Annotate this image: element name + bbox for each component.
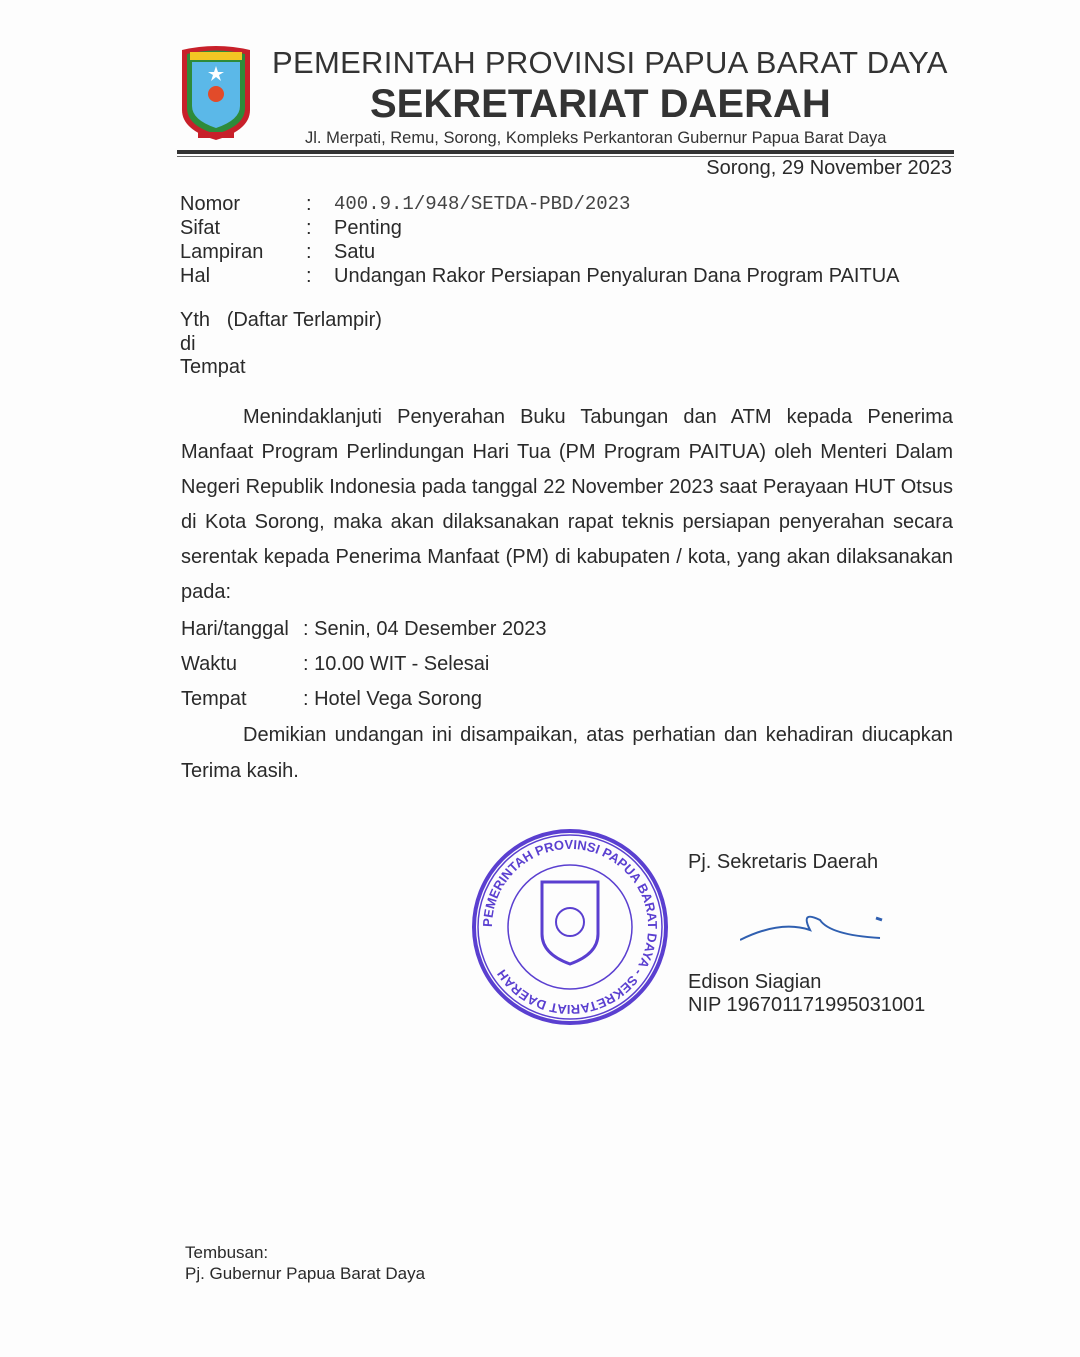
meta-label: Lampiran	[180, 241, 264, 263]
meta-sep: :	[306, 217, 312, 239]
recipient-block	[180, 309, 382, 380]
meta-row-nomor	[180, 192, 900, 216]
detail-label: Tempat	[181, 688, 247, 710]
tembusan-item: Pj. Gubernur Papua Barat Daya	[185, 1264, 426, 1283]
meta-sep: :	[306, 241, 312, 263]
meta-sep: :	[306, 193, 312, 215]
letter-date: Sorong, 29 November 2023	[706, 157, 952, 179]
province-logo	[178, 44, 254, 144]
letterhead-rule	[177, 150, 954, 154]
detail-label: Waktu	[181, 653, 237, 675]
recipient-line: Tempat	[180, 356, 246, 378]
meta-value: Undangan Rakor Persiapan Penyaluran Dana Program PAITUA	[334, 265, 900, 287]
meta-label: Hal	[180, 265, 211, 287]
meta-row-lampiran	[180, 240, 900, 264]
meta-row-sifat	[180, 216, 900, 240]
meta-value: Penting	[334, 217, 402, 239]
detail-value: : Hotel Vega Sorong	[303, 688, 483, 710]
signatory-block	[688, 850, 925, 1017]
detail-value: : 10.00 WIT - Selesai	[303, 653, 490, 675]
meta-sep: :	[306, 265, 312, 287]
letterhead-address: Jl. Merpati, Remu, Sorong, Kompleks Perkantoran Gubernur Papua Barat Daya	[305, 129, 887, 147]
svg-text:PEMERINTAH PROVINSI PAPUA BARA	[480, 837, 660, 1017]
letterhead-government: PEMERINTAH PROVINSI PAPUA BARAT DAYA	[272, 45, 948, 80]
meta-value: Satu	[334, 241, 376, 263]
detail-row-place	[181, 682, 953, 717]
meta-row-hal	[180, 264, 900, 288]
signatory-nip: NIP 196701171995031001	[688, 994, 926, 1016]
signatory-title: Pj. Sekretaris Daerah	[688, 851, 879, 873]
tembusan-block	[185, 1242, 425, 1284]
detail-value: : Senin, 04 Desember 2023	[303, 618, 547, 640]
detail-label: Hari/tanggal	[181, 618, 289, 640]
closing-paragraph: Demikian undangan ini disampaikan, atas perhatian dan kehadiran diucapkan Terima kasih.	[181, 724, 953, 782]
recipient-line: di	[180, 332, 196, 355]
body-paragraph: Menindaklanjuti Penyerahan Buku Tabungan dan ATM kepada Penerima Manfaat Program Perlindungan Hari Tua (PM Program PAITUA) oleh Menteri Dalam Negeri Republik Indonesia pada tanggal 22 November 2023 saat Perayaan HUT Otsus di Kota Sorong, maka akan dilaksanakan rapat teknis persiapan penyerahan secara serentak kepada Penerima Manfaat (PM) di kabupaten / kota, yang akan dilaksanakan pada:	[181, 406, 953, 603]
event-details	[181, 612, 953, 717]
meta-label: Sifat	[180, 217, 221, 239]
meta-value: 400.9.1/948/SETDA-PBD/2023	[334, 193, 631, 215]
letterhead-office: SEKRETARIAT DAERAH	[370, 82, 831, 126]
official-stamp	[470, 822, 670, 1032]
detail-row-date	[181, 612, 953, 647]
signatory-name: Edison Siagian	[688, 971, 822, 993]
tembusan-label: Tembusan:	[185, 1243, 269, 1262]
letter-body	[181, 400, 953, 789]
detail-row-time	[181, 647, 953, 682]
letter-meta	[180, 192, 900, 288]
recipient-line: Yth (Daftar Terlampir)	[180, 309, 382, 331]
stamp-lettering: PEMERINTAH PROVINSI PAPUA BARAT DAYA - SEKRETARIAT DAERAH	[479, 836, 661, 1018]
meta-label: Nomor	[180, 193, 241, 215]
